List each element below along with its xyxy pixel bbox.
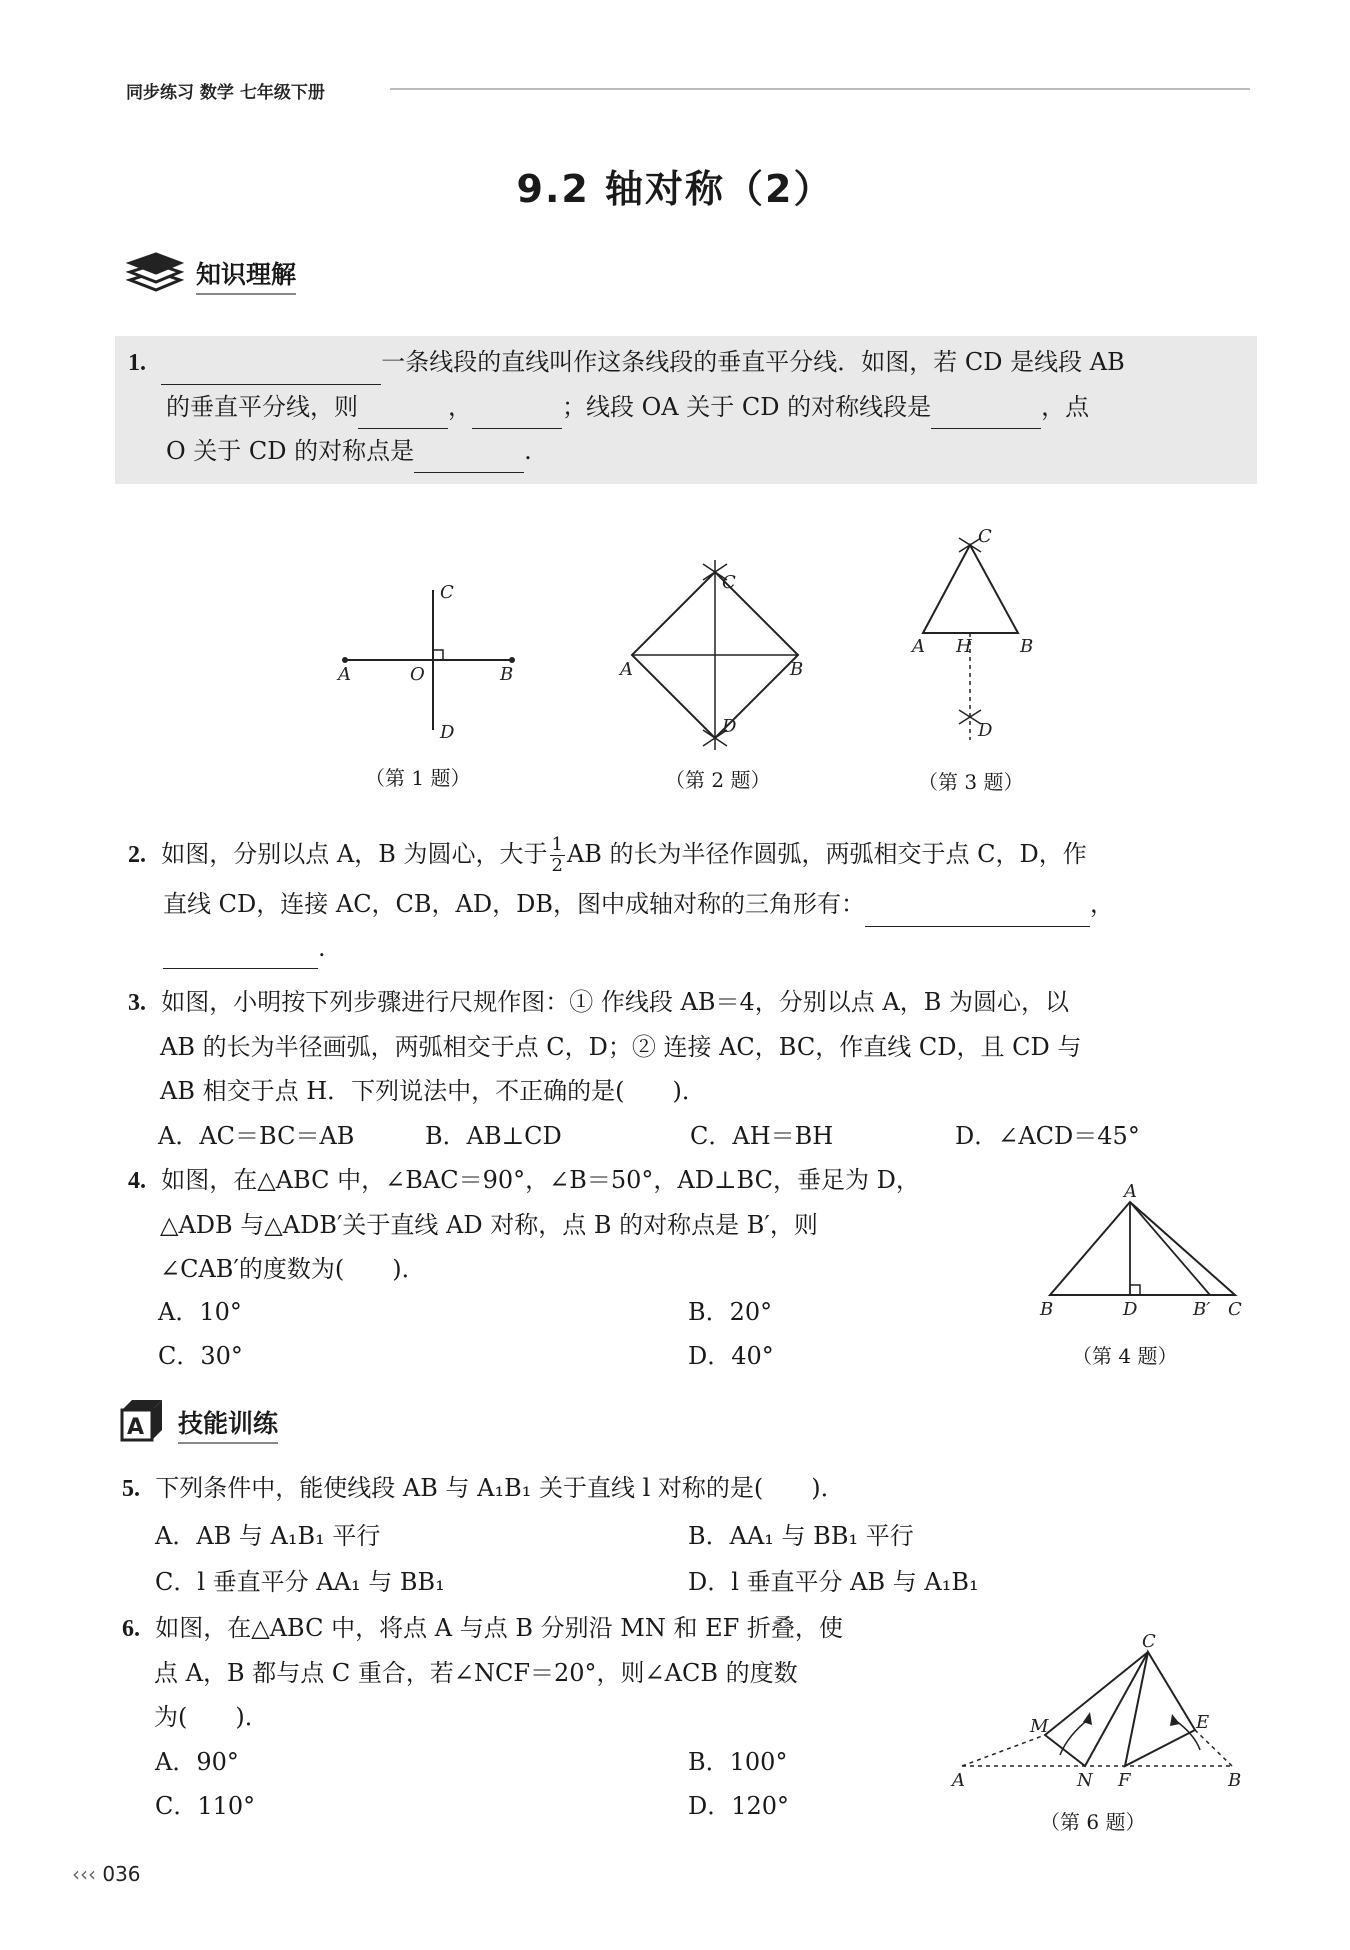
q2-fraction <box>550 835 565 876</box>
q6-line1: 如图，在△ABC 中，将点 A 与点 B 分别沿 MN 和 EF 折叠，使 <box>155 1614 843 1642</box>
fig1-label-a: A <box>338 664 351 685</box>
fig4-label-d: D <box>1123 1299 1138 1320</box>
fig3-label-c: C <box>978 526 992 547</box>
svg-text:A: A <box>127 1415 145 1440</box>
q2-line1a: 如图，分别以点 A，B 为圆心，大于 <box>161 840 548 868</box>
section-skills: 技能训练 <box>178 1404 278 1444</box>
question-3 <box>128 980 1248 1113</box>
q3-line2: AB 的长为半径画弧，两弧相交于点 C，D；② 连接 AC，BC，作直线 CD，且 CD 与 <box>160 1033 1082 1061</box>
q5-option-d[interactable]: D．l 垂直平分 AB 与 A₁B₁ <box>688 1568 979 1596</box>
q1-line3a: O 关于 CD 的对称点是 <box>166 437 415 465</box>
q1-blank-3[interactable] <box>472 400 562 429</box>
q5-option-a[interactable]: A．AB 与 A₁B₁ 平行 <box>155 1522 381 1550</box>
q5-option-b[interactable]: B．AA₁ 与 BB₁ 平行 <box>688 1522 914 1550</box>
q1-blank-5[interactable] <box>414 444 524 473</box>
fig3-label-b: B <box>1020 636 1034 657</box>
fig6-label-m: M <box>1030 1716 1049 1737</box>
q3-option-c[interactable]: C．AH＝BH <box>690 1122 834 1150</box>
q4-option-b[interactable]: B．20° <box>688 1298 773 1326</box>
q3-option-b[interactable]: B．AB⊥CD <box>425 1122 562 1150</box>
question-6 <box>122 1606 982 1739</box>
fig6-label-c: C <box>1142 1631 1156 1652</box>
fig6-label-e: E <box>1196 1712 1210 1733</box>
q5-option-c[interactable]: C．l 垂直平分 AA₁ 与 BB₁ <box>155 1568 445 1596</box>
q6-option-c[interactable]: C．110° <box>155 1792 256 1820</box>
figures-1-2-3 <box>300 520 1060 790</box>
q2-line2-end: ， <box>1090 890 1115 918</box>
caption-fig3: （第 3 题） <box>918 770 1024 794</box>
q2-blank-2[interactable] <box>163 940 318 969</box>
q2-frac-bottom: 2 <box>551 855 563 876</box>
q6-number: 6. <box>122 1616 140 1642</box>
figure-1 <box>336 582 515 743</box>
q1-line2a: 的垂直平分线，则 <box>166 393 358 421</box>
q1-line1: 一条线段的直线叫作这条线段的垂直平分线．如图，若 CD 是线段 AB <box>381 348 1125 376</box>
page-number-value: 036 <box>102 1862 141 1886</box>
page-number <box>72 1862 141 1886</box>
q1-line2b: ， <box>448 393 472 421</box>
fig6-label-a: A <box>952 1770 965 1790</box>
books-icon <box>126 250 184 298</box>
q3-option-a[interactable]: A．AC＝BC＝AB <box>158 1122 355 1150</box>
q1-number: 1. <box>128 350 146 376</box>
q3-option-d[interactable]: D．∠ACD＝45° <box>955 1122 1140 1150</box>
q4-line2: △ADB 与△ADB′关于直线 AD 对称，点 B 的对称点是 B′，则 <box>160 1211 818 1239</box>
fig2-label-d: D <box>722 716 737 737</box>
fig6-label-b: B <box>1228 1770 1242 1790</box>
caption-fig6: （第 6 题） <box>1040 1810 1146 1834</box>
q1-blank-1[interactable] <box>161 356 381 385</box>
figure-4 <box>1030 1180 1260 1320</box>
q5-line1: 下列条件中，能使线段 AB 与 A₁B₁ 关于直线 l 对称的是( )． <box>155 1474 845 1502</box>
q3-number: 3. <box>128 990 146 1016</box>
q4-line1: 如图，在△ABC 中，∠BAC＝90°，∠B＝50°，AD⊥BC，垂足为 D， <box>161 1166 920 1194</box>
fig2-label-c: C <box>722 572 736 593</box>
fig4-label-b: B <box>1040 1299 1054 1320</box>
q2-frac-top: 1 <box>551 834 563 855</box>
q2-number: 2. <box>128 842 146 868</box>
q4-option-a[interactable]: A．10° <box>158 1298 242 1326</box>
q6-option-d[interactable]: D．120° <box>688 1792 790 1820</box>
q1-line2c: ；线段 OA 关于 CD 的对称线段是 <box>562 393 932 421</box>
lesson-title: 9.2 轴对称（2） <box>516 167 834 211</box>
q2-line1b: AB 的长为半径作圆弧，两弧相交于点 C，D，作 <box>566 840 1087 868</box>
question-4 <box>128 1158 1028 1291</box>
fig1-label-d: D <box>440 722 455 743</box>
fig2-label-b: B <box>790 659 804 680</box>
q4-number: 4. <box>128 1168 146 1194</box>
q2-line3-end: . <box>318 934 326 962</box>
q6-line3: 为( )． <box>154 1703 269 1731</box>
question-5 <box>122 1466 1242 1511</box>
fig1-label-c: C <box>440 582 454 603</box>
caption-fig2: （第 2 题） <box>665 768 771 792</box>
section-knowledge: 知识理解 <box>196 255 296 295</box>
fig4-label-bprime: B′ <box>1193 1299 1211 1320</box>
q5-number: 5. <box>122 1476 140 1502</box>
figure-6 <box>950 1630 1250 1790</box>
q6-line2: 点 A，B 都与点 C 重合，若∠NCF＝20°，则∠ACB 的度数 <box>154 1659 798 1687</box>
caption-fig4: （第 4 题） <box>1072 1344 1178 1368</box>
figure-3 <box>910 526 1033 741</box>
q4-line3: ∠CAB′的度数为( )． <box>160 1255 426 1283</box>
page-arrows-icon: ‹‹‹ <box>72 1862 96 1886</box>
header-rule <box>390 88 1250 90</box>
q1-line3b: . <box>524 437 532 465</box>
q1-blank-2[interactable] <box>358 400 448 429</box>
q1-line2d: ，点 <box>1041 393 1090 421</box>
fig3-label-a: A <box>912 636 925 657</box>
q2-line2: 直线 CD，连接 AC，CB，AD，DB，图中成轴对称的三角形有： <box>163 890 866 918</box>
figure-2 <box>618 560 803 750</box>
skills-cube-icon <box>118 1396 166 1446</box>
q1-blank-4[interactable] <box>931 400 1041 429</box>
fig1-label-o: O <box>410 664 425 685</box>
q3-line3: AB 相交于点 H．下列说法中，不正确的是( )． <box>160 1077 706 1105</box>
fig3-label-d: D <box>978 720 993 741</box>
fig4-label-c: C <box>1228 1299 1242 1320</box>
fig6-label-f: F <box>1118 1770 1131 1790</box>
q6-option-a[interactable]: A．90° <box>155 1748 239 1776</box>
q3-line1: 如图，小明按下列步骤进行尺规作图：① 作线段 AB＝4，分别以点 A，B 为圆心，以 <box>161 988 1069 1016</box>
question-1 <box>128 340 1248 473</box>
fig4-label-a: A <box>1124 1181 1137 1202</box>
caption-fig1: （第 1 题） <box>365 766 471 790</box>
q6-option-b[interactable]: B．100° <box>688 1748 788 1776</box>
fig2-label-a: A <box>620 659 633 680</box>
fig1-label-b: B <box>500 664 514 685</box>
q4-option-c[interactable]: C．30° <box>158 1342 243 1370</box>
running-header: 同步练习 数学 七年级下册 <box>126 83 325 103</box>
fig6-label-n: N <box>1077 1770 1093 1790</box>
question-2 <box>128 828 1248 969</box>
q2-blank-1[interactable] <box>865 898 1090 927</box>
fig3-label-h: H <box>956 636 972 657</box>
q4-option-d[interactable]: D．40° <box>688 1342 774 1370</box>
